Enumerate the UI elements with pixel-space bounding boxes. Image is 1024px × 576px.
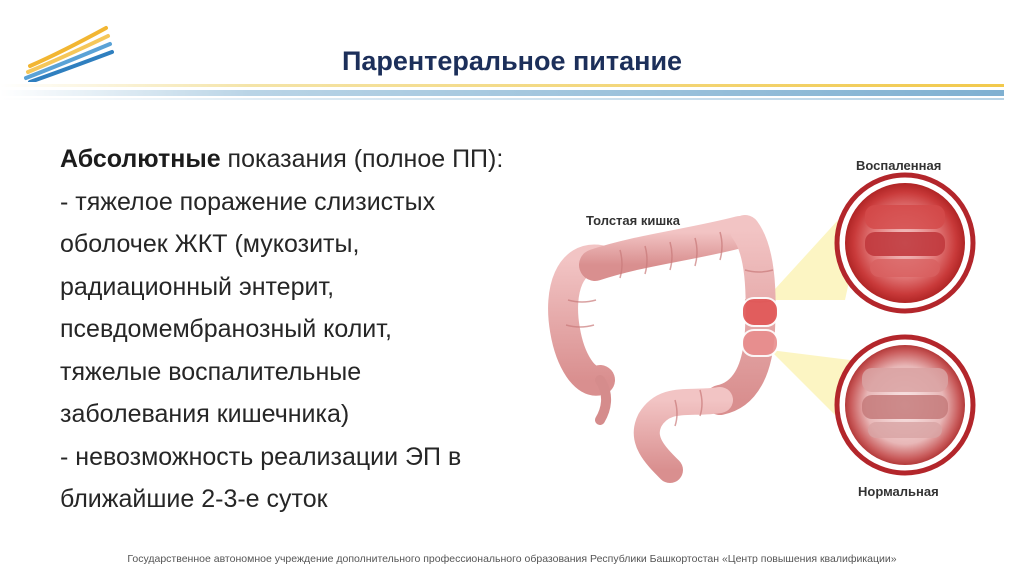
normal-circle (837, 337, 973, 473)
indications-text (60, 138, 540, 521)
colon-shape (563, 230, 773, 470)
indication-line: псевдомембранозный колит, (60, 315, 392, 343)
inflamed-label: Воспаленная (856, 158, 942, 173)
indication-line: тяжелые воспалительные (60, 357, 362, 386)
normal-label: Нормальная (858, 484, 939, 499)
header-rule-yellow (0, 84, 1004, 87)
header-rule-blue (0, 90, 1004, 96)
slide-title: Парентеральное питание (341, 46, 683, 76)
header-rule-light (0, 98, 1004, 100)
colon-illustration (545, 150, 1005, 510)
colon-label: Толстая кишка (586, 213, 680, 228)
indication-line: - невозможность реализации ЭП в (60, 442, 462, 471)
heading-rest: показания (полное ПП): (220, 145, 504, 173)
indications-heading (60, 138, 540, 181)
footer-text: Государственное автономное учреждение дополнительного профессионального образования Республики Башкортостан «Центр повышения квалификации» (127, 553, 897, 565)
indication-line: радиационный энтерит, (60, 272, 335, 301)
heading-bold: Абсолютные (60, 145, 221, 173)
indication-line: оболочек ЖКТ (мукозиты, (60, 230, 360, 258)
inflamed-circle (837, 175, 973, 311)
indication-line: заболевания кишечника) (60, 400, 350, 428)
indication-line: ближайшие 2-3-е суток (60, 485, 328, 513)
indication-line: - тяжелое поражение слизистых (60, 187, 436, 216)
